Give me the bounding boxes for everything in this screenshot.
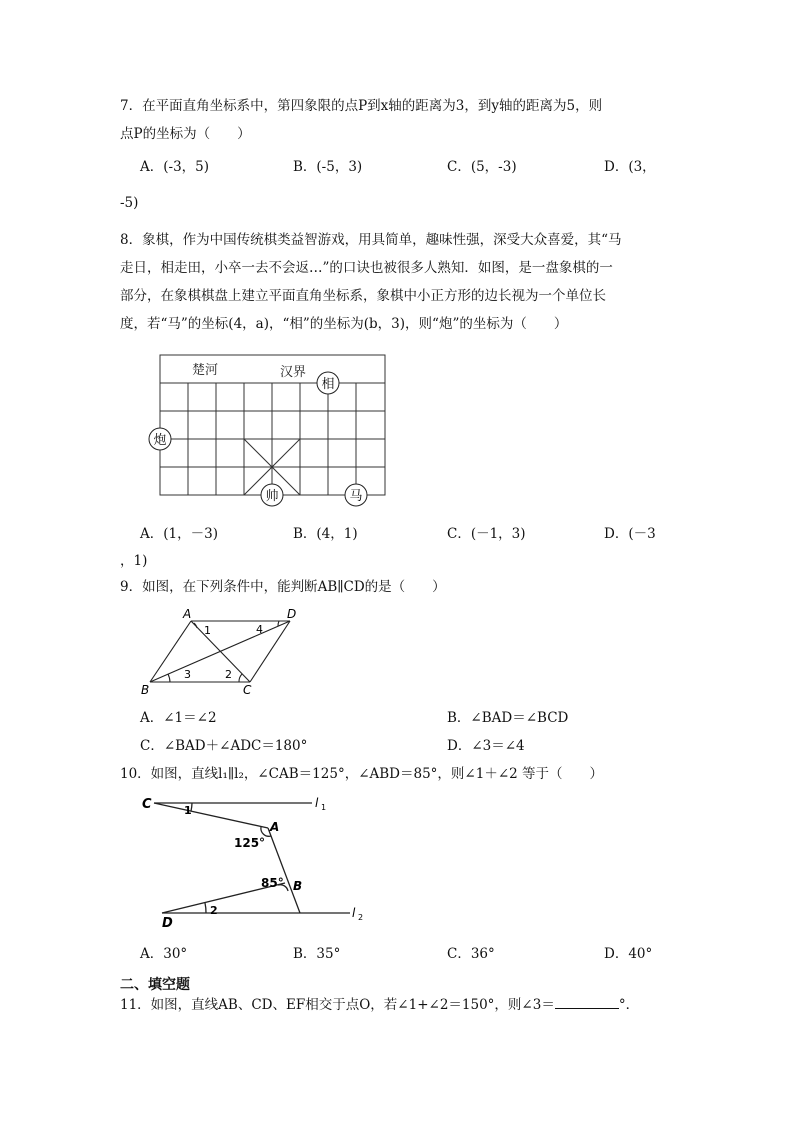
parallel-lines-figure bbox=[140, 790, 380, 935]
point-c: C bbox=[243, 683, 252, 697]
angle-3-label: 3 bbox=[184, 668, 191, 681]
q10-option-d[interactable]: D．40° bbox=[604, 946, 653, 962]
angle-85-label: 85° bbox=[261, 876, 284, 890]
q8-stem-line2: 走日，相走田，小卒一去不会返…”的口诀也被很多人熟知．如图，是一盘象棋的一 bbox=[120, 260, 613, 276]
angle-4-label: 4 bbox=[256, 623, 263, 636]
q11-answer-blank[interactable] bbox=[555, 994, 619, 1009]
piece-shuai bbox=[261, 484, 283, 506]
q7-option-b[interactable]: B．(-5，3) bbox=[293, 159, 363, 175]
q7-option-a[interactable]: A．(-3，5) bbox=[140, 159, 210, 175]
point-a: A bbox=[270, 820, 280, 834]
angle-2-label: 2 bbox=[225, 668, 232, 681]
line-l1-label: l bbox=[315, 796, 319, 810]
q10-stem: 10．如图，直线l₁∥l₂，∠CAB＝125°，∠ABD＝85°，则∠1＋∠2 等于（ ） bbox=[120, 766, 604, 782]
q8-option-c[interactable]: C．(－1，3) bbox=[447, 526, 526, 542]
q9-option-c[interactable]: C．∠BAD＋∠ADC＝180° bbox=[140, 738, 308, 754]
svg-text:帅: 帅 bbox=[265, 489, 279, 504]
piece-xiang bbox=[317, 372, 339, 394]
q7-option-c[interactable]: C．(5，-3) bbox=[447, 159, 517, 175]
river-label-right: 汉界 bbox=[280, 365, 307, 380]
q8-option-b[interactable]: B．(4，1) bbox=[293, 526, 358, 542]
q10-option-a[interactable]: A．30° bbox=[140, 946, 188, 962]
point-d: D bbox=[287, 607, 297, 621]
q9-option-b[interactable]: B．∠BAD＝∠BCD bbox=[447, 710, 569, 726]
point-b: B bbox=[293, 879, 303, 893]
q7-stem-line1: 7．在平面直角坐标系中，第四象限的点P到x轴的距离为3，到y轴的距离为5，则 bbox=[120, 98, 603, 114]
q9-option-d[interactable]: D．∠3＝∠4 bbox=[447, 738, 525, 754]
piece-pao bbox=[149, 428, 171, 450]
point-a: A bbox=[183, 607, 192, 621]
piece-ma bbox=[345, 484, 367, 506]
angle-125-label: 125° bbox=[234, 836, 266, 850]
q9-stem: 9．如图，在下列条件中，能判断AB∥CD的是（ ） bbox=[120, 579, 446, 595]
q10-option-c[interactable]: C．36° bbox=[447, 946, 495, 962]
q8-stem-line1: 8．象棋，作为中国传统棋类益智游戏，用具简单，趣味性强，深受大众喜爱，其“马 bbox=[120, 232, 622, 248]
svg-text:相: 相 bbox=[321, 377, 335, 392]
angle-2-label: 2 bbox=[210, 904, 218, 917]
point-c: C bbox=[142, 797, 152, 812]
segment-ca bbox=[154, 803, 268, 828]
q7-option-d-wrap: -5) bbox=[120, 195, 139, 211]
line-l2-label: l bbox=[352, 906, 356, 920]
q9-option-a[interactable]: A．∠1＝∠2 bbox=[140, 710, 217, 726]
river-label-left: 楚河 bbox=[192, 363, 219, 378]
section-title-fill-in: 二、填空题 bbox=[120, 977, 190, 993]
q10-option-b[interactable]: B．35° bbox=[293, 946, 341, 962]
q11-stem bbox=[120, 994, 639, 1015]
parallelogram-figure bbox=[138, 606, 308, 698]
angle-1-label: 1 bbox=[204, 624, 211, 637]
q7-option-d[interactable]: D．(3， bbox=[604, 159, 656, 175]
q11-text: 11．如图，直线AB、CD、EF相交于点O，若∠1+∠2＝150°，则∠3＝ bbox=[120, 997, 555, 1013]
q11-unit: °． bbox=[618, 997, 640, 1013]
q8-option-d[interactable]: D．(－3 bbox=[604, 526, 656, 542]
q8-stem-line4: 度，若“马”的坐标(4，a)，“相”的坐标为(b，3)，则“炮”的坐标为（ ） bbox=[120, 316, 568, 332]
line-l2-subscript: 2 bbox=[358, 913, 364, 922]
point-d: D bbox=[162, 916, 173, 931]
point-b: B bbox=[141, 683, 150, 697]
segment-ab-transversal bbox=[268, 828, 303, 913]
chess-board-figure bbox=[140, 350, 400, 510]
svg-text:马: 马 bbox=[349, 489, 363, 504]
q7-stem-line2: 点P的坐标为（ ） bbox=[120, 126, 251, 142]
svg-text:炮: 炮 bbox=[153, 433, 167, 448]
q8-stem-line3: 部分，在象棋棋盘上建立平面直角坐标系，象棋中小正方形的边长视为一个单位长 bbox=[120, 288, 606, 304]
q8-option-a[interactable]: A．(1，－3) bbox=[140, 526, 218, 542]
q8-option-d-wrap: ，1) bbox=[120, 553, 148, 569]
angle-1-label: 1 bbox=[184, 804, 192, 817]
line-l1-subscript: 1 bbox=[321, 803, 327, 812]
